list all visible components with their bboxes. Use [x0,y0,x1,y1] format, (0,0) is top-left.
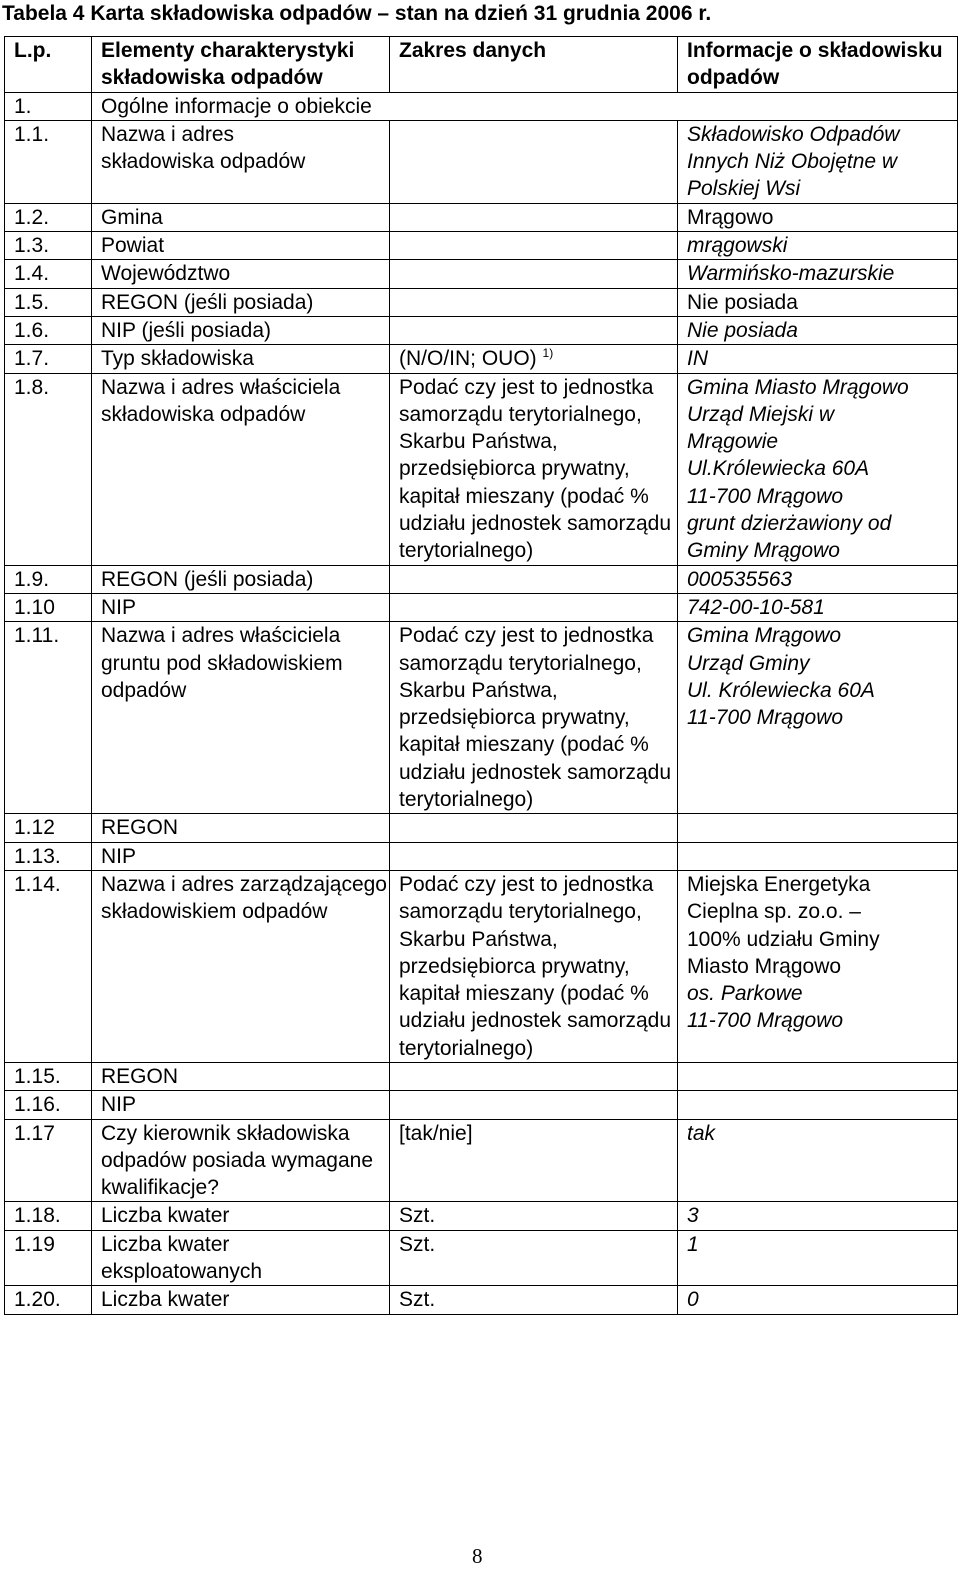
table-row [5,373,958,565]
table-row [5,1202,958,1230]
table-row [5,1286,958,1314]
row-info: 3 [678,1202,958,1230]
header-lp: L.p. [5,37,92,93]
row-zakres [390,232,678,260]
row-element: NIP [92,1091,390,1119]
row-info [678,1062,958,1090]
header-elementy: Elementy charakterystyki składowiska odpadów [92,37,390,93]
row-lp: 1.18. [5,1202,92,1230]
row-element: Gmina [92,203,390,231]
row-info: 742-00-10-581 [678,593,958,621]
row-zakres: Podać czy jest to jednostka samorządu terytorialnego, Skarbu Państwa, przedsiębiorca prywatny, kapitał mieszany (podać % udziału jednostek samorządu terytorialnego) [390,870,678,1062]
section-row [5,92,958,120]
document-title: Tabela 4 Karta składowiska odpadów – stan na dzień 31 grudnia 2006 r. [2,2,712,25]
row-element: Powiat [92,232,390,260]
table-row [5,203,958,231]
row-element: REGON [92,1062,390,1090]
row-info [678,1091,958,1119]
row-element: Typ składowiska [92,345,390,373]
table-row [5,565,958,593]
row-info [678,814,958,842]
row-info: mrągowski [678,232,958,260]
row-lp: 1.12 [5,814,92,842]
row-element: Nazwa i adres zarządzającego składowiskiem odpadów [92,870,390,1062]
row-element: Liczba kwater eksploatowanych [92,1230,390,1286]
row-zakres [390,120,678,203]
row-element: REGON (jeśli posiada) [92,565,390,593]
row-element: Nazwa i adres właściciela składowiska odpadów [92,373,390,565]
row-zakres-text: (N/O/IN; OUO) [399,347,537,371]
row-lp: 1.9. [5,565,92,593]
row-zakres [390,842,678,870]
row-lp: 1.14. [5,870,92,1062]
row-zakres [390,288,678,316]
table-row [5,316,958,344]
row-element: Liczba kwater [92,1202,390,1230]
row-info: IN [678,345,958,373]
table-row [5,1230,958,1286]
header-row [5,37,958,93]
row-info: Gmina Miasto Mrągowo Urząd Miejski w Mrągowie Ul.Królewiecka 60A 11-700 Mrągowo grunt dzierżawiony od Gminy Mrągowo [678,373,958,565]
row-info [678,842,958,870]
row-element: Liczba kwater [92,1286,390,1314]
row-zakres [390,316,678,344]
row-info: Składowisko Odpadów Innych Niż Obojętne w Polskiej Wsi [678,120,958,203]
row-lp: 1.19 [5,1230,92,1286]
table-row [5,288,958,316]
row-element: Czy kierownik składowiska odpadów posiada wymagane kwalifikacje? [92,1119,390,1202]
table-row [5,842,958,870]
row-zakres [390,203,678,231]
row-lp: 1.5. [5,288,92,316]
row-element: NIP (jeśli posiada) [92,316,390,344]
row-info-upright: Miejska Energetyka Cieplna sp. zo.o. – 100% udziału Gminy Miasto Mrągowo [687,872,880,978]
section-lp: 1. [5,92,92,120]
table-row [5,120,958,203]
row-info: Mrągowo [678,203,958,231]
row-zakres [390,1091,678,1119]
row-zakres: Podać czy jest to jednostka samorządu terytorialnego, Skarbu Państwa, przedsiębiorca prywatny, kapitał mieszany (podać % udziału jednostek samorządu terytorialnego) [390,373,678,565]
row-zakres [390,565,678,593]
row-info: Nie posiada [678,288,958,316]
row-element: Nazwa i adres składowiska odpadów [92,120,390,203]
row-info [678,870,958,1062]
table-row [5,260,958,288]
table-row [5,814,958,842]
row-lp: 1.11. [5,622,92,814]
row-lp: 1.1. [5,120,92,203]
header-zakres: Zakres danych [390,37,678,93]
row-element: NIP [92,842,390,870]
row-info: 1 [678,1230,958,1286]
row-element: REGON (jeśli posiada) [92,288,390,316]
section-label: Ogólne informacje o obiekcie [92,92,958,120]
row-lp: 1.16. [5,1091,92,1119]
row-info: Nie posiada [678,316,958,344]
row-zakres: Szt. [390,1230,678,1286]
header-informacje: Informacje o składowisku odpadów [678,37,958,93]
row-element: NIP [92,593,390,621]
table-row [5,1119,958,1202]
table-row [5,232,958,260]
row-zakres [390,260,678,288]
table-row [5,1091,958,1119]
row-lp: 1.7. [5,345,92,373]
row-zakres: Szt. [390,1202,678,1230]
row-lp: 1.17 [5,1119,92,1202]
row-lp: 1.20. [5,1286,92,1314]
row-info: 000535563 [678,565,958,593]
table-row [5,870,958,1062]
row-element: Województwo [92,260,390,288]
row-element: REGON [92,814,390,842]
row-zakres: [tak/nie] [390,1119,678,1202]
row-info-italic: os. Parkowe 11-700 Mrągowo [687,982,844,1033]
table-row [5,593,958,621]
row-lp: 1.4. [5,260,92,288]
row-info: Warmińsko-mazurskie [678,260,958,288]
landfill-card-table [4,36,958,1315]
row-lp: 1.10 [5,593,92,621]
row-zakres [390,814,678,842]
page-number: 8 [472,1544,483,1568]
row-zakres [390,1062,678,1090]
row-lp: 1.6. [5,316,92,344]
row-element: Nazwa i adres właściciela gruntu pod składowiskiem odpadów [92,622,390,814]
table-row [5,1062,958,1090]
row-lp: 1.15. [5,1062,92,1090]
row-zakres: Podać czy jest to jednostka samorządu terytorialnego, Skarbu Państwa, przedsiębiorca prywatny, kapitał mieszany (podać % udziału jednostek samorządu terytorialnego) [390,622,678,814]
row-lp: 1.3. [5,232,92,260]
row-info: Gmina Mrągowo Urząd Gminy Ul. Królewiecka 60A 11-700 Mrągowo [678,622,958,814]
row-lp: 1.13. [5,842,92,870]
row-zakres [390,345,678,373]
table-row [5,622,958,814]
row-zakres: Szt. [390,1286,678,1314]
row-info: tak [678,1119,958,1202]
row-lp: 1.2. [5,203,92,231]
row-lp: 1.8. [5,373,92,565]
row-info: 0 [678,1286,958,1314]
table-row [5,345,958,373]
row-zakres [390,593,678,621]
footnote-marker: 1) [542,346,554,361]
